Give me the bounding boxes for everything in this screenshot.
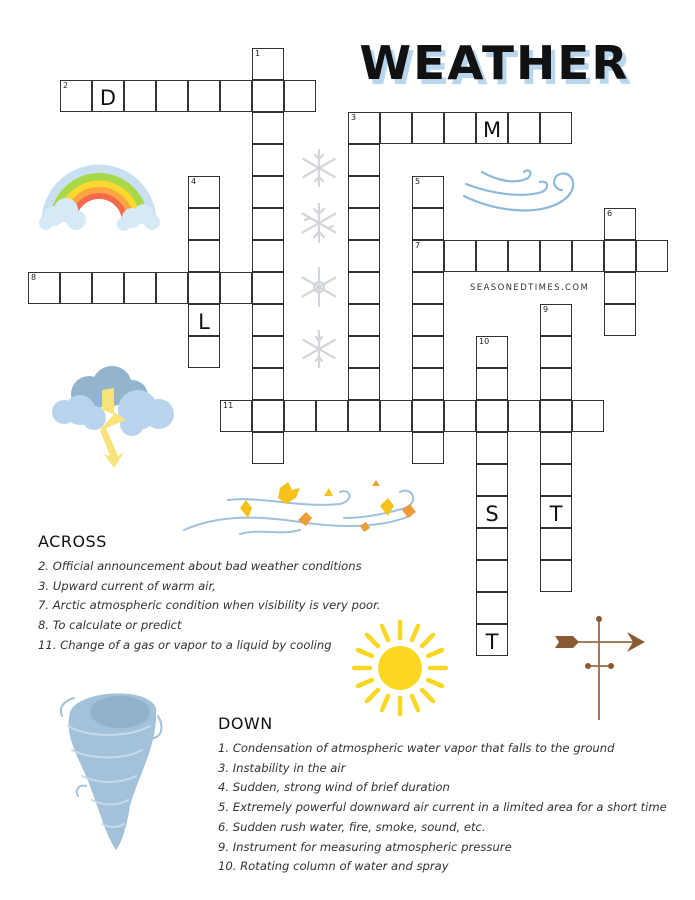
crossword-cell[interactable] (540, 464, 572, 496)
letter-input[interactable] (445, 401, 475, 431)
crossword-cell[interactable] (476, 112, 508, 144)
letter-input[interactable] (605, 273, 635, 303)
letter-input[interactable] (349, 113, 379, 143)
crossword-cell[interactable] (476, 560, 508, 592)
down-clue: 6. Sudden rush water, fire, smoke, sound, etc. (218, 819, 486, 834)
crossword-cell[interactable] (348, 240, 380, 272)
down-clue: 5. Extremely powerful downward air current in a limited area for a short time (218, 800, 667, 815)
crossword-cell[interactable] (412, 112, 444, 144)
crossword-cell[interactable] (92, 272, 124, 304)
crossword-cell[interactable] (316, 400, 348, 432)
letter-input[interactable] (29, 273, 59, 303)
crossword-cell[interactable] (252, 272, 284, 304)
clue-number: 8 (31, 273, 37, 282)
crossword-cell[interactable] (476, 432, 508, 464)
crossword-cell[interactable] (412, 208, 444, 240)
across-clue: 7. Arctic atmospheric condition when visibility is very poor. (38, 598, 381, 613)
letter-input[interactable] (253, 113, 283, 143)
crossword-cell[interactable] (188, 80, 220, 112)
crossword-cell[interactable] (188, 176, 220, 208)
crossword-cell[interactable] (252, 112, 284, 144)
crossword-cell[interactable] (348, 272, 380, 304)
clue-number: 9 (543, 305, 549, 314)
letter-input[interactable] (413, 241, 443, 271)
letter-input[interactable] (349, 369, 379, 399)
crossword-cell[interactable] (348, 176, 380, 208)
crossword-cell[interactable] (476, 496, 508, 528)
crossword-cell[interactable] (572, 240, 604, 272)
letter-input[interactable] (541, 241, 571, 271)
crossword-cell[interactable] (252, 336, 284, 368)
down-clue: 10. Rotating column of water and spray (218, 859, 449, 874)
tornado-icon (58, 686, 168, 856)
blowing-leaves-icon (180, 478, 425, 538)
crossword-cell[interactable] (444, 400, 476, 432)
letter-input[interactable] (509, 241, 539, 271)
letter-input[interactable] (349, 401, 379, 431)
crossword-cell[interactable] (476, 528, 508, 560)
letter-input[interactable] (413, 305, 443, 335)
crossword-cell[interactable] (412, 304, 444, 336)
letter-input[interactable] (285, 401, 315, 431)
crossword-cell[interactable] (188, 336, 220, 368)
crossword-cell[interactable] (540, 496, 572, 528)
crossword-cell[interactable] (508, 240, 540, 272)
letter-input[interactable] (573, 401, 603, 431)
crossword-cell[interactable] (252, 48, 284, 80)
crossword-cell[interactable] (348, 400, 380, 432)
letter-input[interactable] (349, 337, 379, 367)
crossword-cell[interactable] (348, 208, 380, 240)
clue-number: 10 (479, 337, 490, 346)
crossword-cell[interactable] (252, 176, 284, 208)
crossword-cell[interactable] (380, 400, 412, 432)
crossword-cell[interactable] (60, 272, 92, 304)
letter-input[interactable] (541, 369, 571, 399)
letter-input[interactable] (253, 433, 283, 463)
crossword-cell[interactable] (476, 240, 508, 272)
letter-input[interactable] (253, 177, 283, 207)
letter-input[interactable] (637, 241, 667, 271)
crossword-cell[interactable] (348, 304, 380, 336)
letter-input[interactable] (381, 401, 411, 431)
crossword-cell[interactable] (540, 304, 572, 336)
crossword-cell[interactable] (220, 400, 252, 432)
letter-input[interactable] (189, 305, 219, 335)
crossword-cell[interactable] (60, 80, 92, 112)
letter-input[interactable] (477, 337, 507, 367)
letter-input[interactable] (349, 177, 379, 207)
crossword-cell[interactable] (348, 144, 380, 176)
letter-input[interactable] (541, 529, 571, 559)
crossword-cell[interactable] (540, 336, 572, 368)
letter-input[interactable] (125, 273, 155, 303)
crossword-cell[interactable] (348, 368, 380, 400)
letter-input[interactable] (157, 273, 187, 303)
crossword-cell[interactable] (444, 112, 476, 144)
crossword-cell[interactable] (252, 144, 284, 176)
letter-input[interactable] (477, 113, 507, 143)
letter-input[interactable] (285, 81, 315, 111)
crossword-cell[interactable] (156, 80, 188, 112)
letter-input[interactable] (93, 273, 123, 303)
crossword-cell[interactable] (156, 272, 188, 304)
letter-input[interactable] (381, 113, 411, 143)
letter-input[interactable] (413, 337, 443, 367)
crossword-cell[interactable] (540, 368, 572, 400)
snowflake-icon (298, 146, 340, 376)
letter-input[interactable] (253, 145, 283, 175)
letter-input[interactable] (189, 337, 219, 367)
crossword-cell[interactable] (540, 528, 572, 560)
letter-input[interactable] (477, 433, 507, 463)
crossword-cell[interactable] (604, 240, 636, 272)
letter-input[interactable] (605, 305, 635, 335)
letter-input[interactable] (189, 177, 219, 207)
letter-input[interactable] (221, 401, 251, 431)
watermark: SEASONEDTIMES.COM (470, 283, 590, 293)
letter-input[interactable] (413, 113, 443, 143)
storm-cloud-icon (44, 364, 179, 474)
letter-input[interactable] (477, 625, 507, 655)
crossword-cell[interactable] (412, 176, 444, 208)
letter-input[interactable] (477, 593, 507, 623)
crossword-cell[interactable] (476, 464, 508, 496)
letter-input[interactable] (253, 49, 283, 79)
crossword-cell[interactable] (348, 112, 380, 144)
letter-input[interactable] (221, 273, 251, 303)
clue-number: 2 (63, 81, 69, 90)
letter-input[interactable] (413, 177, 443, 207)
letter-input[interactable] (125, 81, 155, 111)
letter-input[interactable] (477, 561, 507, 591)
letter-input[interactable] (349, 145, 379, 175)
letter-input[interactable] (509, 113, 539, 143)
letter-input[interactable] (605, 241, 635, 271)
letter-input[interactable] (61, 81, 91, 111)
crossword-cell[interactable] (412, 240, 444, 272)
letter-input[interactable] (509, 401, 539, 431)
letter-input[interactable] (189, 273, 219, 303)
crossword-cell[interactable] (220, 272, 252, 304)
letter-input[interactable] (413, 433, 443, 463)
weather-vane-icon (553, 614, 648, 720)
letter-input[interactable] (413, 209, 443, 239)
clue-number: 4 (191, 177, 197, 186)
clue-number: 3 (351, 113, 357, 122)
letter-input[interactable] (413, 273, 443, 303)
letter-input[interactable] (541, 113, 571, 143)
down-clue: 9. Instrument for measuring atmospheric pressure (218, 839, 512, 854)
letter-input[interactable] (541, 561, 571, 591)
crossword-cell[interactable] (540, 432, 572, 464)
crossword-cell[interactable] (540, 240, 572, 272)
crossword-cell[interactable] (188, 208, 220, 240)
letter-input[interactable] (349, 241, 379, 271)
letter-input[interactable] (253, 273, 283, 303)
crossword-cell[interactable] (604, 208, 636, 240)
crossword-cell[interactable] (220, 80, 252, 112)
down-clue: 3. Instability in the air (218, 760, 346, 775)
letter-input[interactable] (349, 305, 379, 335)
crossword-cell[interactable] (252, 80, 284, 112)
crossword-cell[interactable] (412, 432, 444, 464)
crossword-cell[interactable] (380, 112, 412, 144)
letter-input[interactable] (189, 209, 219, 239)
letter-input[interactable] (541, 497, 571, 527)
letter-input[interactable] (477, 401, 507, 431)
down-clue: 4. Sudden, strong wind of brief duration (218, 780, 450, 795)
letter-input[interactable] (477, 369, 507, 399)
letter-input[interactable] (413, 401, 443, 431)
letter-input[interactable] (605, 209, 635, 239)
letter-input[interactable] (221, 81, 251, 111)
page-title: WEATHER (359, 36, 630, 90)
crossword-cell[interactable] (188, 240, 220, 272)
clue-number: 7 (415, 241, 421, 250)
crossword-cell[interactable] (476, 400, 508, 432)
crossword-cell[interactable] (604, 304, 636, 336)
crossword-cell[interactable] (476, 368, 508, 400)
letter-input[interactable] (573, 241, 603, 271)
letter-input[interactable] (253, 369, 283, 399)
letter-input[interactable] (477, 529, 507, 559)
letter-input[interactable] (61, 273, 91, 303)
crossword-cell[interactable] (540, 112, 572, 144)
crossword-cell[interactable] (28, 272, 60, 304)
crossword-cell[interactable] (348, 336, 380, 368)
letter-input[interactable] (349, 273, 379, 303)
crossword-cell[interactable] (412, 336, 444, 368)
letter-input[interactable] (189, 241, 219, 271)
crossword-cell[interactable] (92, 80, 124, 112)
letter-input[interactable] (253, 337, 283, 367)
across-clue: 11. Change of a gas or vapor to a liquid by cooling (38, 637, 332, 652)
across-heading: ACROSS (38, 532, 107, 551)
clue-number: 5 (415, 177, 421, 186)
crossword-cell[interactable] (284, 80, 316, 112)
crossword-cell[interactable] (444, 240, 476, 272)
crossword-cell[interactable] (188, 304, 220, 336)
crossword-cell[interactable] (572, 400, 604, 432)
letter-input[interactable] (541, 337, 571, 367)
crossword-cell[interactable] (540, 560, 572, 592)
across-clue: 8. To calculate or predict (38, 618, 182, 633)
wind-icon (462, 168, 587, 223)
crossword-cell[interactable] (412, 272, 444, 304)
letter-input[interactable] (189, 81, 219, 111)
letter-input[interactable] (317, 401, 347, 431)
across-clue: 2. Official announcement about bad weather conditions (38, 559, 362, 573)
down-heading: DOWN (218, 714, 273, 733)
letter-input[interactable] (157, 81, 187, 111)
letter-input[interactable] (445, 113, 475, 143)
letter-input[interactable] (541, 465, 571, 495)
across-clues (38, 532, 381, 656)
across-clue: 3. Upward current of warm air, (38, 578, 216, 593)
clue-number: 11 (223, 401, 234, 410)
crossword-cell[interactable] (252, 368, 284, 400)
letter-input[interactable] (477, 497, 507, 527)
letter-input[interactable] (253, 305, 283, 335)
down-clues (218, 714, 667, 877)
crossword-cell[interactable] (252, 432, 284, 464)
crossword-cell[interactable] (476, 624, 508, 656)
letter-input[interactable] (253, 81, 283, 111)
crossword-cell[interactable] (252, 400, 284, 432)
down-clue: 1. Condensation of atmospheric water vapor that falls to the ground (218, 741, 615, 755)
crossword-cell[interactable] (636, 240, 668, 272)
clue-number: 6 (607, 209, 613, 218)
crossword-cell[interactable] (540, 400, 572, 432)
crossword-cell[interactable] (476, 336, 508, 368)
letter-input[interactable] (477, 465, 507, 495)
rainbow-icon (36, 160, 162, 232)
letter-input[interactable] (253, 401, 283, 431)
letter-input[interactable] (477, 241, 507, 271)
crossword-cell[interactable] (476, 592, 508, 624)
letter-input[interactable] (93, 81, 123, 111)
crossword-cell[interactable] (508, 112, 540, 144)
crossword-cell[interactable] (188, 272, 220, 304)
crossword-cell[interactable] (252, 304, 284, 336)
letter-input[interactable] (253, 241, 283, 271)
letter-input[interactable] (541, 401, 571, 431)
letter-input[interactable] (541, 305, 571, 335)
letter-input[interactable] (445, 241, 475, 271)
crossword-cell[interactable] (604, 272, 636, 304)
crossword-cell[interactable] (412, 400, 444, 432)
letter-input[interactable] (413, 369, 443, 399)
crossword-cell[interactable] (252, 208, 284, 240)
crossword-cell[interactable] (252, 240, 284, 272)
letter-input[interactable] (541, 433, 571, 463)
letter-input[interactable] (349, 209, 379, 239)
crossword-cell[interactable] (412, 368, 444, 400)
letter-input[interactable] (253, 209, 283, 239)
crossword-cell[interactable] (284, 400, 316, 432)
crossword-cell[interactable] (124, 80, 156, 112)
clue-number: 1 (255, 49, 261, 58)
crossword-cell[interactable] (508, 400, 540, 432)
crossword-cell[interactable] (124, 272, 156, 304)
